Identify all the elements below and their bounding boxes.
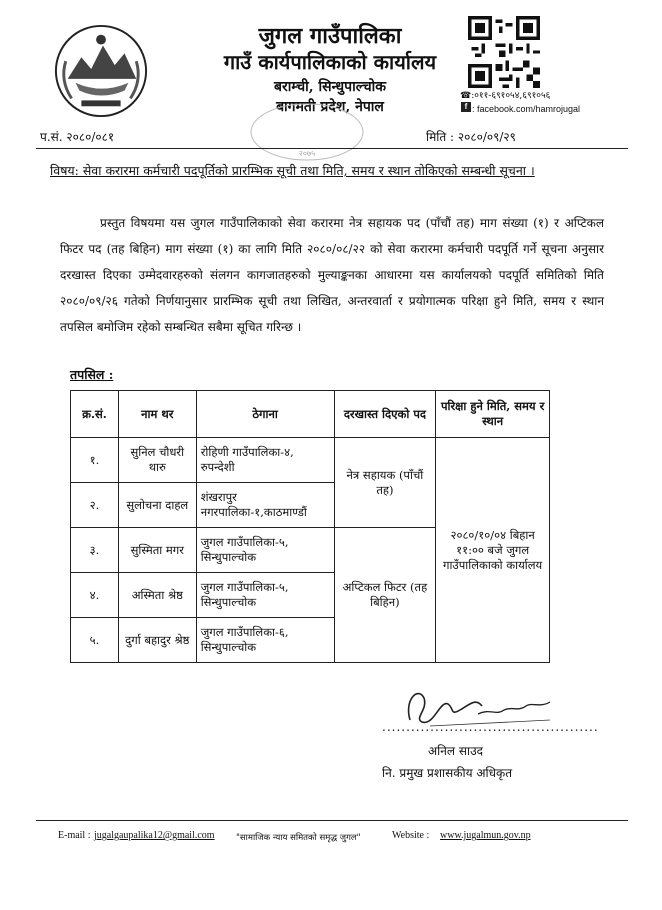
footer-divider	[36, 820, 628, 821]
header-exam: परिक्षा हुने मिति, समय र स्थान	[436, 391, 550, 438]
cell-name: दुर्गा बहादुर श्रेष्ठ	[118, 618, 196, 663]
signatory-name: अनिल साउद	[428, 744, 484, 758]
footer-slogan: "सामाजिक न्याय समितको समृद्ध जुगल"	[236, 833, 361, 843]
facebook-icon: f	[461, 102, 471, 112]
office-seal-stamp	[232, 98, 382, 166]
cell-address: रोहिणी गाउँपालिका-४, रुपन्देशी	[196, 438, 334, 483]
org-name: जुगल गाउँपालिका	[258, 23, 402, 49]
facebook-link[interactable]: : facebook.com/hamrojugal	[472, 104, 581, 114]
signature-line: .............................................	[382, 720, 599, 734]
cell-name: सुनिल चौधरी थारु	[118, 438, 196, 483]
cell-exam-info: २०८०/१०/०४ बिहान ११:०० बजे जुगल गाउँपालिकाको कार्यालय	[436, 438, 550, 663]
province: बागमती प्रदेश, नेपाल	[276, 99, 384, 115]
reference-number: प.सं. २०८०/०८१	[40, 130, 115, 144]
footer-email-label: E-mail :	[58, 830, 91, 841]
svg-text:२०७५: २०७५	[298, 149, 316, 158]
cell-address: जुगल गाउँपालिका-६, सिन्धुपाल्चोक	[196, 618, 334, 663]
qr-code	[468, 16, 540, 88]
header-sn: क्र.सं.	[71, 391, 119, 438]
issue-date: मिति : २०८०/०९/२९	[426, 130, 516, 144]
cell-name: सुलोचना दाहल	[118, 483, 196, 528]
notice-body: प्रस्तुत विषयमा यस जुगल गाउँपालिकाको सेवा करारमा नेत्र सहायक पद (पाँचौं तह) माग संख्या (१) र अप्टिकल फिटर पद (तह बिहिन) माग संख्या (१) का लागि मिति २०८०/०८/२२ को सेवा करारमा कर्मचारी पदपूर्ति गर्ने सूचना अनुसार दरखास्त दिएका उम्मेदवारहरुको संलगन कागजातहरुको मुल्याङ्कनका आधारमा यस कार्यालयको पदपूर्ति समितिको मिति २०८०/०९/२६ गतेको निर्णयानुसार प्रारम्भिक सूची तथा लिखित, अन्तरवार्ता र प्रयोगात्मक परिक्षा हुने मिति, समय र स्थान तपसिल बमोजिम रहेको सम्बन्धित सबैमा सूचित गरिन्छ ।	[60, 216, 604, 334]
office-name: गाउँ कार्यपालिकाको कार्यालय	[223, 50, 437, 74]
header-address: ठेगाना	[196, 391, 334, 438]
cell-sn: ४.	[71, 573, 119, 618]
office-address: बराम्ची, सिन्धुपाल्चोक	[274, 79, 386, 95]
table-row	[71, 438, 550, 483]
header-divider	[36, 148, 628, 149]
cell-name: सुस्मिता मगर	[118, 528, 196, 573]
cell-post-eye-assistant: नेत्र सहायक (पाँचौं तह)	[334, 438, 436, 528]
cell-sn: ३.	[71, 528, 119, 573]
cell-sn: ५.	[71, 618, 119, 663]
cell-sn: १.	[71, 438, 119, 483]
cell-name: अस्मिता श्रेष्ठ	[118, 573, 196, 618]
phone-number: ☎:०११-६९१०५४,६९१०५६	[460, 91, 551, 101]
notice-subject: विषय: सेवा करारमा कर्मचारी पदपूर्तिको प्रारम्भिक सूची तथा मिति, समय र स्थान तोकिएको सम्बन्धी सूचना ।	[50, 163, 535, 178]
header-post: दरखास्त दिएको पद	[334, 391, 436, 438]
nepal-emblem-logo	[52, 22, 150, 120]
header-name: नाम थर	[118, 391, 196, 438]
footer-website-label: Website :	[392, 830, 430, 841]
cell-address: शंखरापुर नगरपालिका-१,काठमाण्डौं	[196, 483, 334, 528]
cell-post-optical-fitter: अप्टिकल फिटर (तह बिहिन)	[334, 528, 436, 663]
footer-website[interactable]: www.jugalmun.gov.np	[440, 830, 531, 841]
footer-email[interactable]: jugalgaupalika12@gmail.com	[94, 830, 215, 841]
cell-address: जुगल गाउँपालिका-५, सिन्धुपाल्चोक	[196, 528, 334, 573]
signatory-title: नि. प्रमुख प्रशासकीय अधिकृत	[382, 766, 513, 780]
table-header-row	[71, 391, 550, 438]
candidate-table	[70, 390, 550, 663]
cell-address: जुगल गाउँपालिका-५, सिन्धुपाल्चोक	[196, 573, 334, 618]
details-label: तपसिल :	[70, 367, 114, 382]
cell-sn: २.	[71, 483, 119, 528]
